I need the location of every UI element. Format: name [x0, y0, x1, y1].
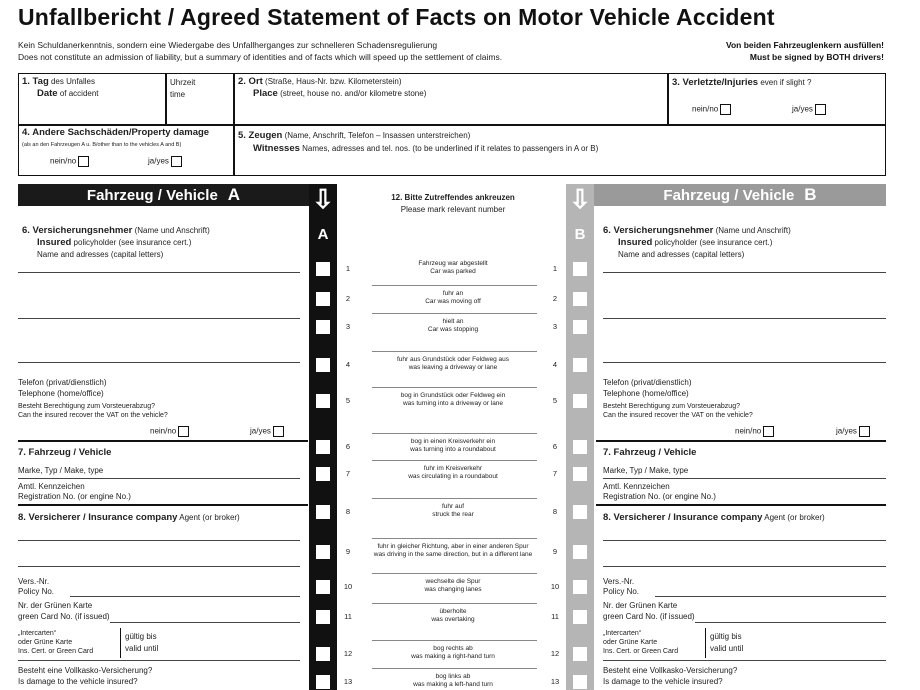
circumstance-divider	[372, 460, 537, 461]
circumstance-divider	[372, 668, 537, 669]
circumstance-label-de: wechselte die Spur	[425, 578, 481, 585]
circumstance-label-de: bog links ab	[435, 673, 471, 680]
place-label: 2. Ort (Straße, Haus-Nr. bzw. Kilometerstein)	[238, 76, 402, 87]
vehicle-a-circumstance-checkbox[interactable]	[316, 394, 330, 408]
vat-no-checkbox[interactable]	[178, 426, 189, 437]
circumstance-label-en: was driving in the same direction, but in a different lane	[373, 551, 533, 558]
circumstance-number: 5	[345, 396, 351, 405]
circumstance-label-en: was turning into a driveway or lane	[402, 400, 504, 407]
injuries-label: 3. Verletzte/Injuries even if slight ?	[672, 77, 812, 88]
circumstance-number: 5	[552, 396, 558, 405]
circumstance-label-de: fuhr in gleicher Richtung, aber in einer anderen Spur	[377, 543, 529, 550]
circumstance-number: 12	[550, 649, 560, 658]
circumstance-label	[363, 290, 543, 306]
circumstance-number: 10	[550, 582, 560, 591]
property-yes: ja/yes	[148, 156, 182, 167]
vehicle-b-circumstance-checkbox[interactable]	[573, 580, 587, 594]
circumstance-label-en: was overtaking	[431, 616, 475, 623]
circumstance-number: 6	[345, 442, 351, 451]
injuries-yes: ja/yes	[792, 104, 826, 115]
vehicle-b-circumstance-checkbox[interactable]	[573, 610, 587, 624]
vehicle-b-circumstance-column: ⇩ B	[566, 184, 594, 690]
property-damage-label: 4. Andere Sachschäden/Property damage	[22, 127, 210, 138]
circumstances-title: 12. Bitte Zutreffendes ankreuzen	[391, 193, 515, 202]
injuries-yes-checkbox[interactable]	[815, 104, 826, 115]
instruction-en: Must be signed by BOTH drivers!	[749, 52, 884, 62]
vehicle-a-circumstance-checkbox[interactable]	[316, 320, 330, 334]
circumstance-label-en: was circulating in a roundabout	[408, 473, 498, 480]
vehicle-b-circumstance-checkbox[interactable]	[573, 262, 587, 276]
circumstance-divider	[372, 433, 537, 434]
circumstance-divider	[372, 313, 537, 314]
vat-yes: ja/yes	[836, 426, 870, 437]
circumstance-divider	[372, 498, 537, 499]
circumstance-number: 7	[345, 469, 351, 478]
circumstance-label	[363, 318, 543, 334]
circumstance-divider	[372, 640, 537, 641]
vat-no: nein/no	[150, 426, 189, 437]
circumstance-label-de: fuhr auf	[441, 503, 465, 510]
circumstance-number: 10	[343, 582, 353, 591]
circumstance-divider	[372, 387, 537, 388]
vat-no-checkbox[interactable]	[763, 426, 774, 437]
circumstance-number: 4	[345, 360, 351, 369]
vehicle-a-circumstance-checkbox[interactable]	[316, 675, 330, 689]
injuries-no-checkbox[interactable]	[720, 104, 731, 115]
circumstance-label	[363, 356, 543, 372]
circumstance-number: 12	[343, 649, 353, 658]
injuries-no: nein/no	[692, 104, 731, 115]
circumstance-number: 11	[344, 612, 352, 621]
vehicle-a-circumstance-checkbox[interactable]	[316, 505, 330, 519]
circumstance-label	[363, 260, 543, 276]
circumstance-label-en: was changing lanes	[424, 586, 482, 593]
circumstance-label	[363, 578, 543, 594]
circumstance-number: 2	[345, 294, 351, 303]
date-label: 1. Tag des Unfalles	[22, 76, 96, 87]
vehicle-b-circumstance-checkbox[interactable]	[573, 292, 587, 306]
circumstance-divider	[372, 573, 537, 574]
vehicle-a-circumstance-checkbox[interactable]	[316, 580, 330, 594]
vehicle-a-circumstance-checkbox[interactable]	[316, 262, 330, 276]
circumstance-number: 1	[552, 264, 558, 273]
circumstance-label	[363, 543, 543, 559]
vehicle-a-circumstance-checkbox[interactable]	[316, 467, 330, 481]
witnesses-label: 5. Zeugen (Name, Anschrift, Telefon – Insassen unterstreichen)	[238, 130, 471, 141]
circumstance-label-de: Fahrzeug war abgestellt	[418, 260, 488, 267]
circumstance-label	[363, 503, 543, 519]
vehicle-a-circumstance-checkbox[interactable]	[316, 292, 330, 306]
vehicle-b-circumstance-checkbox[interactable]	[573, 358, 587, 372]
circumstance-label	[363, 673, 543, 689]
property-no-checkbox[interactable]	[78, 156, 89, 167]
circumstance-label-en: Car was parked	[430, 268, 476, 275]
circumstance-number: 11	[551, 612, 559, 621]
circumstance-number: 1	[345, 264, 351, 273]
circumstance-label	[363, 645, 543, 661]
down-arrow-icon: ⇩	[312, 184, 334, 214]
vehicle-b-circumstance-checkbox[interactable]	[573, 647, 587, 661]
circumstance-number: 3	[552, 322, 558, 331]
circumstance-number: 2	[552, 294, 558, 303]
property-yes-checkbox[interactable]	[171, 156, 182, 167]
circumstance-label-en: was leaving a driveway or lane	[408, 364, 498, 371]
circumstance-number: 8	[345, 507, 351, 516]
vat-yes: ja/yes	[250, 426, 284, 437]
vat-yes-checkbox[interactable]	[859, 426, 870, 437]
circumstance-label-de: fuhr aus Grundstück oder Feldweg aus	[396, 356, 509, 363]
circumstance-label-en: Car was stopping	[427, 326, 479, 333]
vehicle-b-circumstance-checkbox[interactable]	[573, 394, 587, 408]
circumstance-number: 8	[552, 507, 558, 516]
time-label: Uhrzeit	[170, 78, 196, 87]
circumstance-label-de: fuhr im Kreisverkehr	[423, 465, 483, 472]
property-no: nein/no	[50, 156, 89, 167]
vat-no: nein/no	[735, 426, 774, 437]
circumstance-label	[363, 392, 543, 408]
down-arrow-icon: ⇩	[569, 184, 591, 214]
vehicle-a-circumstance-checkbox[interactable]	[316, 358, 330, 372]
circumstance-label-de: fuhr an	[442, 290, 464, 297]
vat-yes-checkbox[interactable]	[273, 426, 284, 437]
circumstance-label-en: was making a left-hand turn	[413, 681, 493, 688]
circumstance-number: 7	[552, 469, 558, 478]
vehicle-a-circumstance-checkbox[interactable]	[316, 647, 330, 661]
vehicle-b-circumstance-checkbox[interactable]	[573, 545, 587, 559]
circumstance-divider	[372, 351, 537, 352]
vehicle-b-circumstance-checkbox[interactable]	[573, 320, 587, 334]
circumstance-label	[363, 465, 543, 481]
circumstance-number: 4	[552, 360, 558, 369]
circumstance-label	[363, 608, 543, 624]
circumstance-number: 9	[552, 547, 558, 556]
vehicle-a-circumstance-checkbox[interactable]	[316, 610, 330, 624]
vehicle-b-circumstance-checkbox[interactable]	[573, 440, 587, 454]
vehicle-a-circumstance-column: ⇩ A	[309, 184, 337, 690]
vehicle-b-circumstance-checkbox[interactable]	[573, 505, 587, 519]
circumstance-number: 3	[345, 322, 351, 331]
circumstance-label-de: bog rechts ab	[433, 645, 473, 652]
circumstances-subtitle: Please mark relevant number	[400, 205, 506, 214]
circumstance-label-en: was turning into a roundabout	[410, 446, 496, 453]
circumstance-divider	[372, 603, 537, 604]
vehicle-b-circumstance-checkbox[interactable]	[573, 675, 587, 689]
instruction-de: Von beiden Fahrzeuglenkern ausfüllen!	[725, 40, 884, 50]
circumstance-label-en: Car was moving off	[425, 298, 481, 305]
circumstance-number: 6	[552, 442, 558, 451]
vehicle-a-header: Fahrzeug / Vehicle A	[18, 184, 309, 206]
circumstance-number: 13	[550, 677, 560, 686]
vehicle-a-circumstance-checkbox[interactable]	[316, 440, 330, 454]
circumstance-number: 9	[345, 547, 351, 556]
circumstance-label	[363, 438, 543, 454]
document-title: Unfallbericht / Agreed Statement of Facts on Motor Vehicle Accident	[18, 4, 775, 30]
circumstance-label-en: struck the rear	[432, 511, 474, 518]
subtitle-en: Does not constitute an admission of liability, but a summary of identities and of facts which will speed up the settlement of claims.	[18, 52, 503, 62]
subtitle-de: Kein Schuldanerkenntnis, sondern eine Wiedergabe des Unfallherganges zur schnelleren Schadensregulierung	[18, 40, 438, 50]
vehicle-a-circumstance-checkbox[interactable]	[316, 545, 330, 559]
circumstance-label-de: bog in Grundstück oder Feldweg ein	[400, 392, 506, 399]
vehicle-b-header: Fahrzeug / Vehicle B	[594, 184, 886, 206]
circumstance-divider	[372, 538, 537, 539]
vehicle-b-circumstance-checkbox[interactable]	[573, 467, 587, 481]
circumstance-number: 13	[343, 677, 353, 686]
circumstance-label-de: hielt an	[442, 318, 464, 325]
circumstance-label-de: bog in einen Kreisverkehr ein	[410, 438, 496, 445]
circumstance-label-en: was making a right-hand turn	[411, 653, 495, 660]
circumstance-label-de: überholte	[439, 608, 467, 615]
circumstance-divider	[372, 285, 537, 286]
